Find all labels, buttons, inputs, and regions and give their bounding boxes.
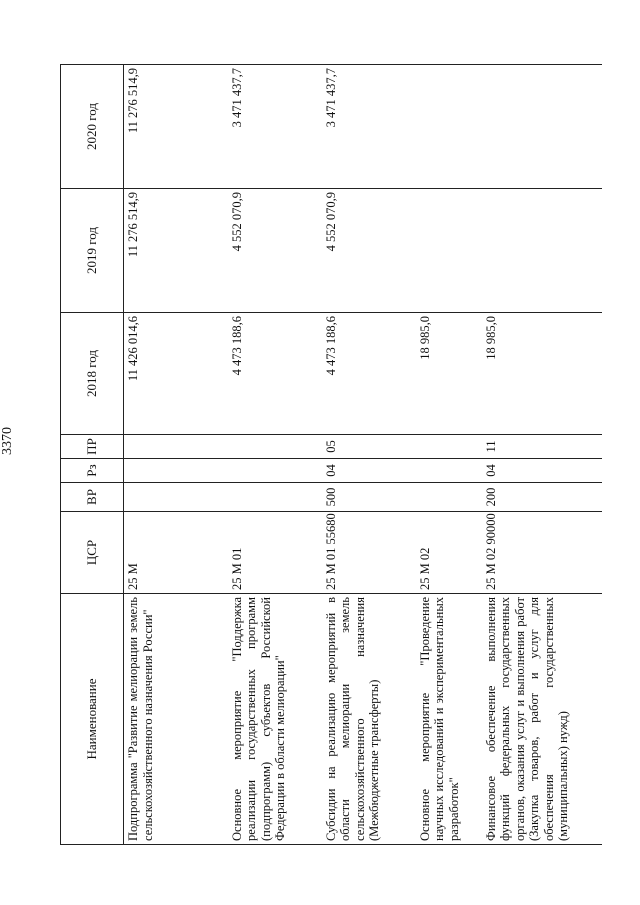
row-name: Субсидии на реализацию мероприятий в области мелиорации земель сельскохозяйственного назначения (Межбюджетные трансферты) <box>322 594 416 845</box>
row-vr <box>228 483 322 512</box>
row-2019: 4 552 070,9 <box>228 189 322 313</box>
row-2019 <box>482 189 602 313</box>
header-name: Наименование <box>61 594 124 845</box>
row-2020: 3 471 437,7 <box>228 65 322 189</box>
row-pr <box>416 435 482 459</box>
row-2018: 4 473 188,6 <box>228 313 322 435</box>
row-2020 <box>482 65 602 189</box>
row-csr: 25 М 01 55680 <box>322 512 416 594</box>
row-2019: 11 276 514,9 <box>124 189 228 313</box>
row-2018: 18 985,0 <box>416 313 482 435</box>
row-csr: 25 М 02 <box>416 512 482 594</box>
budget-table-sheet <box>60 65 620 845</box>
row-name: Подпрограмма "Развитие мелиорации земель сельскохозяйственного назначения России" <box>124 594 228 845</box>
table-row <box>228 65 322 845</box>
row-pr <box>124 435 228 459</box>
budget-table <box>60 64 602 845</box>
row-pr: 05 <box>322 435 416 459</box>
row-2019: 4 552 070,9 <box>322 189 416 313</box>
row-pr <box>228 435 322 459</box>
row-2018: 4 473 188,6 <box>322 313 416 435</box>
header-rz: Рз <box>61 459 124 483</box>
header-2020: 2020 год <box>61 65 124 189</box>
table-row <box>322 65 416 845</box>
row-pr: 11 <box>482 435 602 459</box>
row-vr <box>124 483 228 512</box>
row-rz <box>228 459 322 483</box>
row-csr: 25 М <box>124 512 228 594</box>
row-name: Финансовое обеспечение выполнения функций федеральных государственных органов, оказания услуг и выполнения работ (Закупка товаров, работ и услуг для обеспечения государственных (муниципальных) нужд) <box>482 594 602 845</box>
row-vr: 500 <box>322 483 416 512</box>
row-rz <box>124 459 228 483</box>
row-csr: 25 М 01 <box>228 512 322 594</box>
table-row <box>124 65 228 845</box>
header-2019: 2019 год <box>61 189 124 313</box>
table-header-row <box>61 65 124 845</box>
table-row <box>416 65 482 845</box>
header-pr: ПР <box>61 435 124 459</box>
row-rz: 04 <box>322 459 416 483</box>
row-vr <box>416 483 482 512</box>
row-rz: 04 <box>482 459 602 483</box>
row-2020 <box>416 65 482 189</box>
header-2018: 2018 год <box>61 313 124 435</box>
row-vr: 200 <box>482 483 602 512</box>
header-csr: ЦСР <box>61 512 124 594</box>
row-2020: 3 471 437,7 <box>322 65 416 189</box>
table-row <box>482 65 602 845</box>
row-name: Основное мероприятие "Проведение научных исследований и экспериментальных разработок" <box>416 594 482 845</box>
row-2018: 18 985,0 <box>482 313 602 435</box>
row-2019 <box>416 189 482 313</box>
row-2020: 11 276 514,9 <box>124 65 228 189</box>
row-csr: 25 М 02 90000 <box>482 512 602 594</box>
row-2018: 11 426 014,6 <box>124 313 228 435</box>
header-vr: ВР <box>61 483 124 512</box>
row-rz <box>416 459 482 483</box>
row-name: Основное мероприятие "Поддержка реализации государственных программ (подпрограмм) субъектов Российской Федерации в области мелиорации" <box>228 594 322 845</box>
page-number: 3370 <box>0 427 15 455</box>
